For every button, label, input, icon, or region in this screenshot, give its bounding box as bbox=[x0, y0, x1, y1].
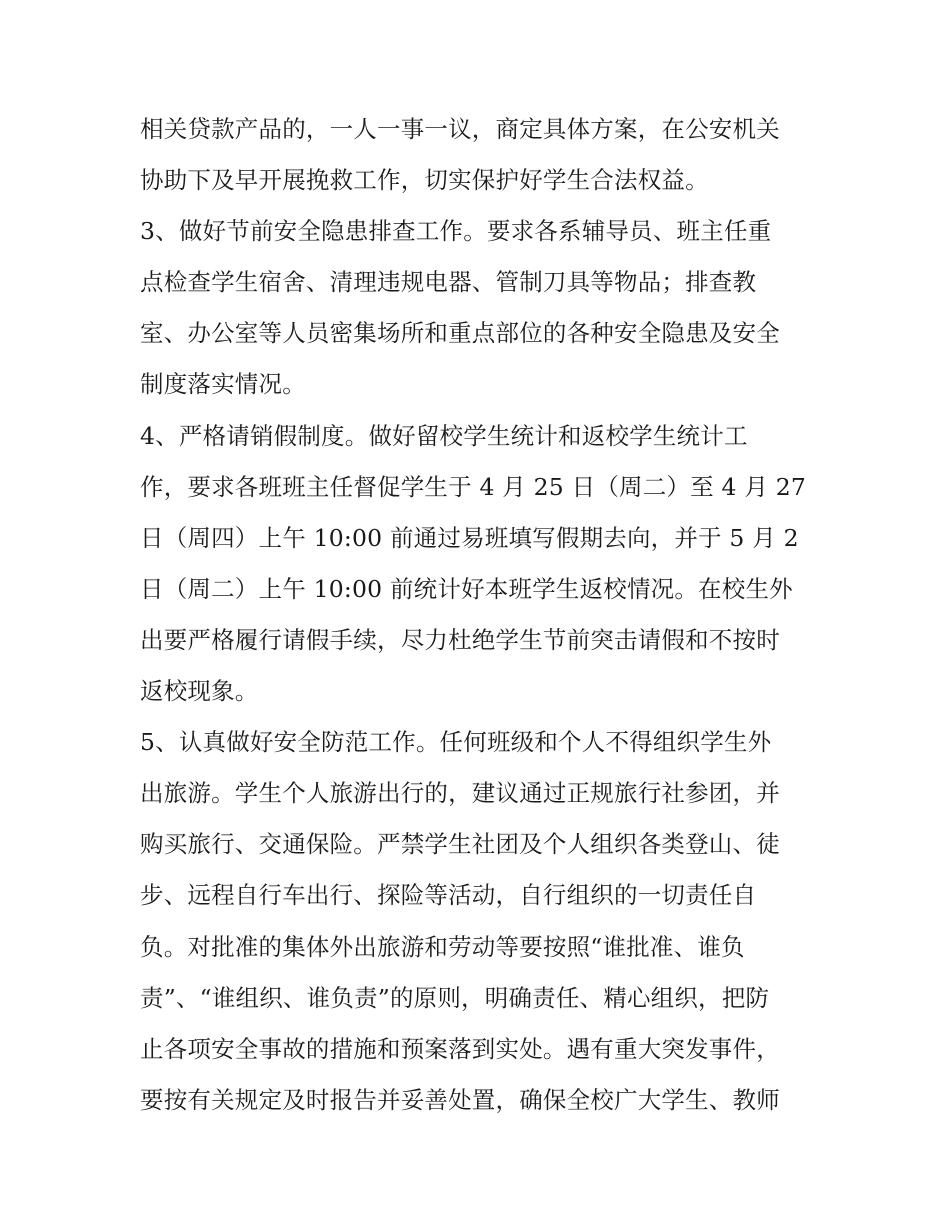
document-body bbox=[140, 104, 820, 1126]
text-line: 相关贷款产品的，一人一事一议，商定具体方案，在公安机关 bbox=[140, 115, 780, 143]
text-line: 购买旅行、交通保险。严禁学生社团及个人组织各类登山、徒 bbox=[140, 830, 780, 859]
text-line: 作，要求各班班主任督促学生于 4 月 25 日（周二）至 4 月 27 bbox=[140, 472, 806, 501]
text-line: 点检查学生宿舍、清理违规电器、管制刀具等物品；排查教 bbox=[140, 268, 757, 297]
text-line: 返校现象。 bbox=[140, 677, 259, 706]
text-line: 室、办公室等人员密集场所和重点部位的各种安全隐患及安全 bbox=[140, 319, 780, 348]
text-line: 要按有关规定及时报告并妥善处置，确保全校广大学生、教师 bbox=[140, 1085, 780, 1114]
text-line: 协助下及早开展挽救工作，切实保护好学生合法权益。 bbox=[140, 166, 709, 195]
text-line: 日（周二）上午 10:00 前统计好本班学生返校情况。在校生外 bbox=[140, 574, 793, 603]
text-line: 3、做好节前安全隐患排查工作。要求各系辅导员、班主任重 bbox=[140, 217, 772, 246]
text-line: 止各项安全事故的措施和预案落到实处。遇有重大突发事件， bbox=[140, 1034, 780, 1063]
text-line: 4、严格请销假制度。做好留校学生统计和返校学生统计工 bbox=[140, 421, 748, 450]
text-line: 出旅游。学生个人旅游出行的，建议通过正规旅行社参团，并 bbox=[140, 779, 780, 808]
text-line: 出要严格履行请假手续，尽力杜绝学生节前突击请假和不按时 bbox=[140, 625, 780, 654]
text-line: 日（周四）上午 10:00 前通过易班填写假期去向，并于 5 月 2 bbox=[140, 523, 799, 552]
text-line: 5、认真做好安全防范工作。任何班级和个人不得组织学生外 bbox=[140, 728, 772, 757]
text-line: 责”、“谁组织、谁负责”的原则，明确责任、精心组织，把防 bbox=[140, 983, 770, 1012]
text-line: 制度落实情况。 bbox=[140, 370, 306, 399]
text-line: 步、远程自行车出行、探险等活动，自行组织的一切责任自 bbox=[140, 881, 757, 910]
text-line: 负。对批准的集体外出旅游和劳动等要按照“谁批准、谁负 bbox=[140, 932, 745, 961]
